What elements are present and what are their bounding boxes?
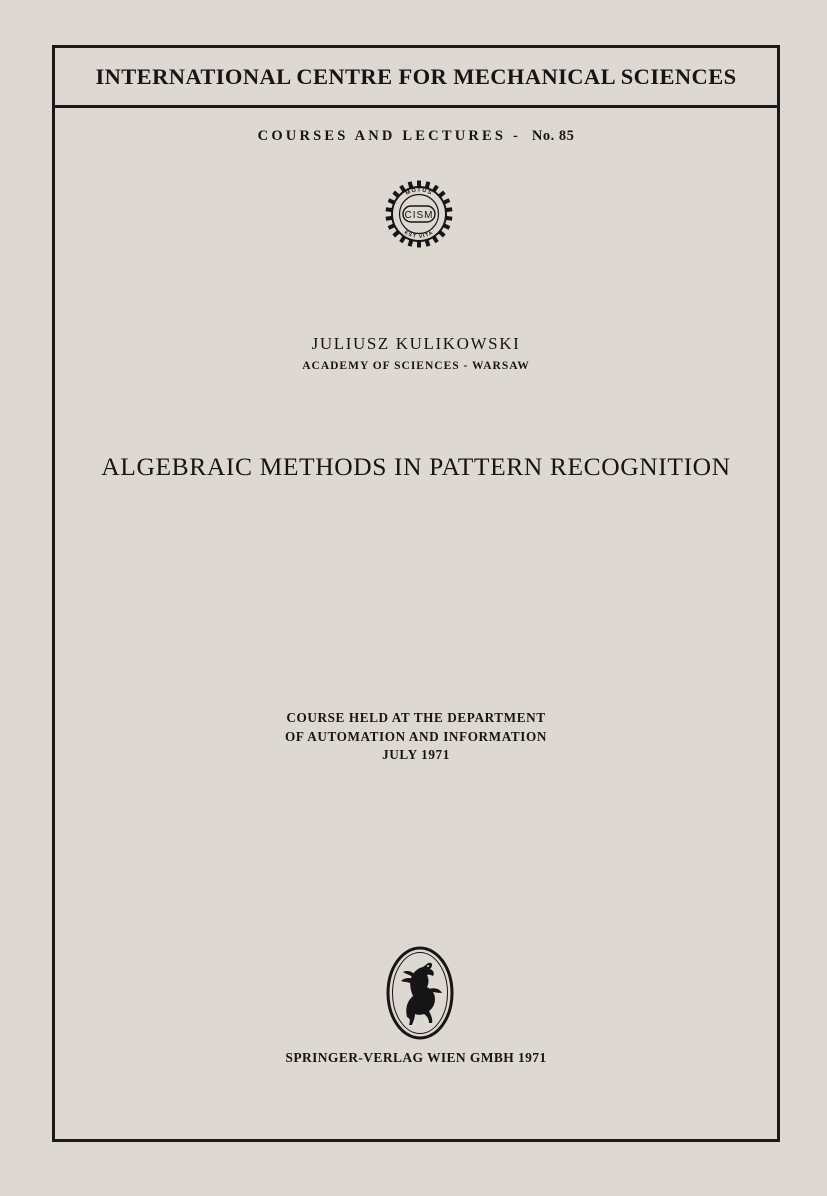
series-number: No. 85 [531,128,575,144]
course-line: OF AUTOMATION AND INFORMATION [285,728,547,744]
book-title: ALGEBRAIC METHODS IN PATTERN RECOGNITION [101,452,731,481]
cover-frame [52,45,780,1142]
series-label: COURSES AND LECTURES - [257,128,522,144]
logo-ring-bottom-text: EST VITA [403,229,435,241]
author-affiliation: ACADEMY OF SCIENCES - WARSAW [302,360,530,372]
author-name: JULIUSZ KULIKOWSKI [311,334,521,353]
springer-horse-emblem-icon [385,945,455,1041]
logo-center-text: CISM [404,210,434,222]
course-info [55,709,777,765]
course-line: COURSE HELD AT THE DEPARTMENT [286,710,546,725]
course-line: JULY 1971 [382,747,450,762]
logo-ring-top-text: MOTUS [404,187,434,197]
series-line [55,128,777,145]
publisher-imprint: SPRINGER-VERLAG WIEN GMBH 1971 [285,1050,547,1065]
institution-name: INTERNATIONAL CENTRE FOR MECHANICAL SCIENCES [95,63,737,89]
cism-gear-logo-icon [383,178,455,250]
header-band [55,48,777,108]
